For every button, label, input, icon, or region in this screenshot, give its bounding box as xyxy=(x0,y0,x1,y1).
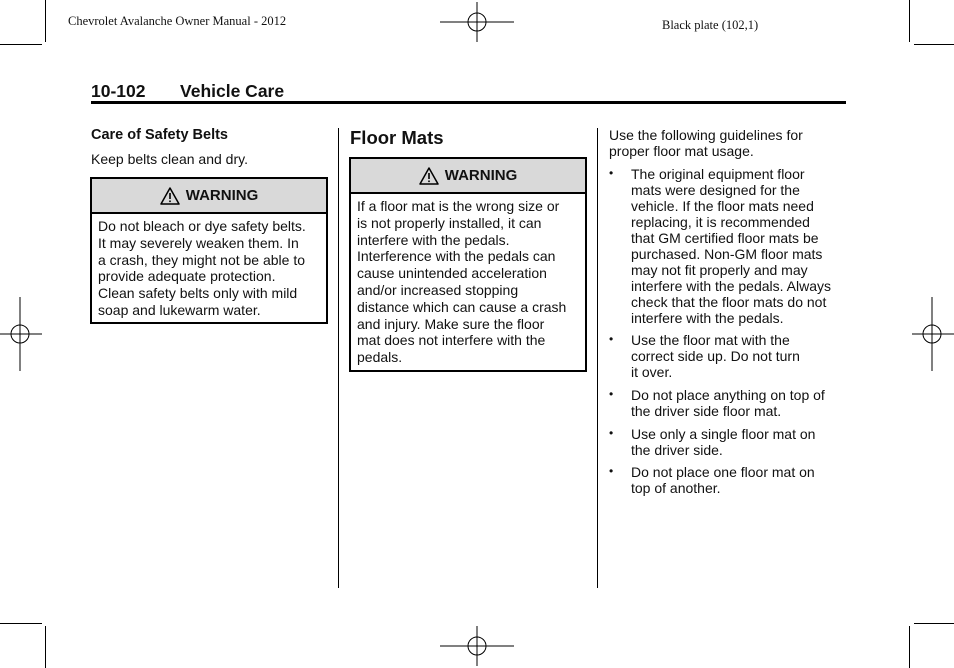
crop-mark xyxy=(45,0,46,42)
warning-line: If a floor mat is the wrong size or xyxy=(357,198,560,214)
intro-line: proper floor mat usage. xyxy=(609,143,754,159)
warning-header xyxy=(351,159,585,194)
crop-mark xyxy=(45,626,46,668)
warning-line: distance which can cause a crash xyxy=(357,298,567,315)
section-header xyxy=(91,81,284,102)
warning-line: is not properly installed, it can xyxy=(357,214,542,231)
column-divider xyxy=(597,128,598,588)
bullet-line: Do not place anything on top of xyxy=(631,387,825,403)
warning-line: pedals. xyxy=(357,349,403,366)
bullet-line: replacing, it is recommended xyxy=(631,214,810,230)
warning-label: WARNING xyxy=(185,187,259,204)
manual-title: Chevrolet Avalanche Owner Manual - 2012 xyxy=(68,14,287,28)
list-item xyxy=(609,426,816,458)
list-item xyxy=(609,166,831,326)
warning-label: WARNING xyxy=(444,167,518,184)
crop-mark xyxy=(914,623,954,624)
warning-triangle-icon xyxy=(160,187,180,205)
bullet-line: that GM certified floor mats be xyxy=(631,230,819,246)
warning-line: Clean safety belts only with mild xyxy=(98,285,298,302)
list-item xyxy=(609,332,800,380)
bullet-line: it over. xyxy=(631,364,673,380)
column-divider xyxy=(338,128,339,588)
bullet-icon: • xyxy=(609,387,614,401)
crop-mark xyxy=(914,44,954,45)
bullet-line: purchased. Non-GM floor mats xyxy=(631,246,823,262)
intro-line: Use the following guidelines for xyxy=(609,127,803,143)
warning-box xyxy=(349,157,587,372)
warning-box xyxy=(90,177,328,324)
list-item xyxy=(609,464,815,496)
bullet-line: The original equipment floor xyxy=(631,166,805,182)
warning-line: Interference with the pedals can xyxy=(357,248,556,265)
bullet-line: interfere with the pedals. Always xyxy=(631,278,831,294)
bullet-line: vehicle. If the floor mats need xyxy=(631,198,814,214)
bullet-line: top of another. xyxy=(631,480,721,496)
bullet-line: may not fit properly and may xyxy=(631,262,808,278)
bullet-line: Use only a single floor mat on xyxy=(631,426,816,442)
bullet-line: correct side up. Do not turn xyxy=(631,348,800,364)
bullet-line: mats were designed for the xyxy=(631,182,800,198)
warning-line: and injury. Make sure the floor xyxy=(357,315,545,332)
warning-line: and/or increased stopping xyxy=(357,281,519,298)
warning-line: provide adequate protection. xyxy=(98,268,276,285)
safety-belts-intro: Keep belts clean and dry. xyxy=(91,151,248,167)
bullet-icon: • xyxy=(609,166,614,180)
crop-mark xyxy=(0,623,42,624)
registration-mark-icon xyxy=(912,297,954,371)
bullet-line: Use the floor mat with the xyxy=(631,332,790,348)
warning-text xyxy=(351,194,585,370)
warning-line: a crash, they might not be able to xyxy=(98,251,306,268)
warning-line: Do not bleach or dye safety belts. xyxy=(98,218,306,234)
warning-line: It may severely weaken them. In xyxy=(98,234,299,251)
bullet-line: Do not place one floor mat on xyxy=(631,464,815,480)
bullet-icon: • xyxy=(609,332,614,346)
bullet-line: the driver side. xyxy=(631,442,723,458)
section-rule xyxy=(91,101,846,104)
warning-line: soap and lukewarm water. xyxy=(98,301,261,318)
section-title: Vehicle Care xyxy=(180,81,285,101)
crop-mark xyxy=(909,0,910,42)
floor-mats-heading: Floor Mats xyxy=(350,127,444,148)
crop-mark xyxy=(0,44,42,45)
bullet-line: check that the floor mats do not xyxy=(631,294,827,310)
warning-line: cause unintended acceleration xyxy=(357,265,547,282)
list-item xyxy=(609,387,825,419)
crop-mark xyxy=(909,626,910,668)
safety-belts-heading: Care of Safety Belts xyxy=(91,127,228,143)
warning-triangle-icon xyxy=(419,167,439,185)
registration-mark-icon xyxy=(0,297,42,371)
registration-mark-icon xyxy=(440,626,514,666)
guidelines-intro xyxy=(609,127,803,159)
page-number: 10-102 xyxy=(91,81,146,101)
bullet-line: the driver side floor mat. xyxy=(631,403,782,419)
warning-line: mat does not interfere with the xyxy=(357,332,546,349)
bullet-icon: • xyxy=(609,464,614,478)
warning-header xyxy=(92,179,326,214)
plate-label: Black plate (102,1) xyxy=(662,18,759,32)
warning-line: interfere with the pedals. xyxy=(357,231,510,248)
warning-text xyxy=(92,214,326,323)
registration-mark-icon xyxy=(440,2,514,42)
bullet-line: interfere with the pedals. xyxy=(631,310,784,326)
bullet-icon: • xyxy=(609,426,614,440)
